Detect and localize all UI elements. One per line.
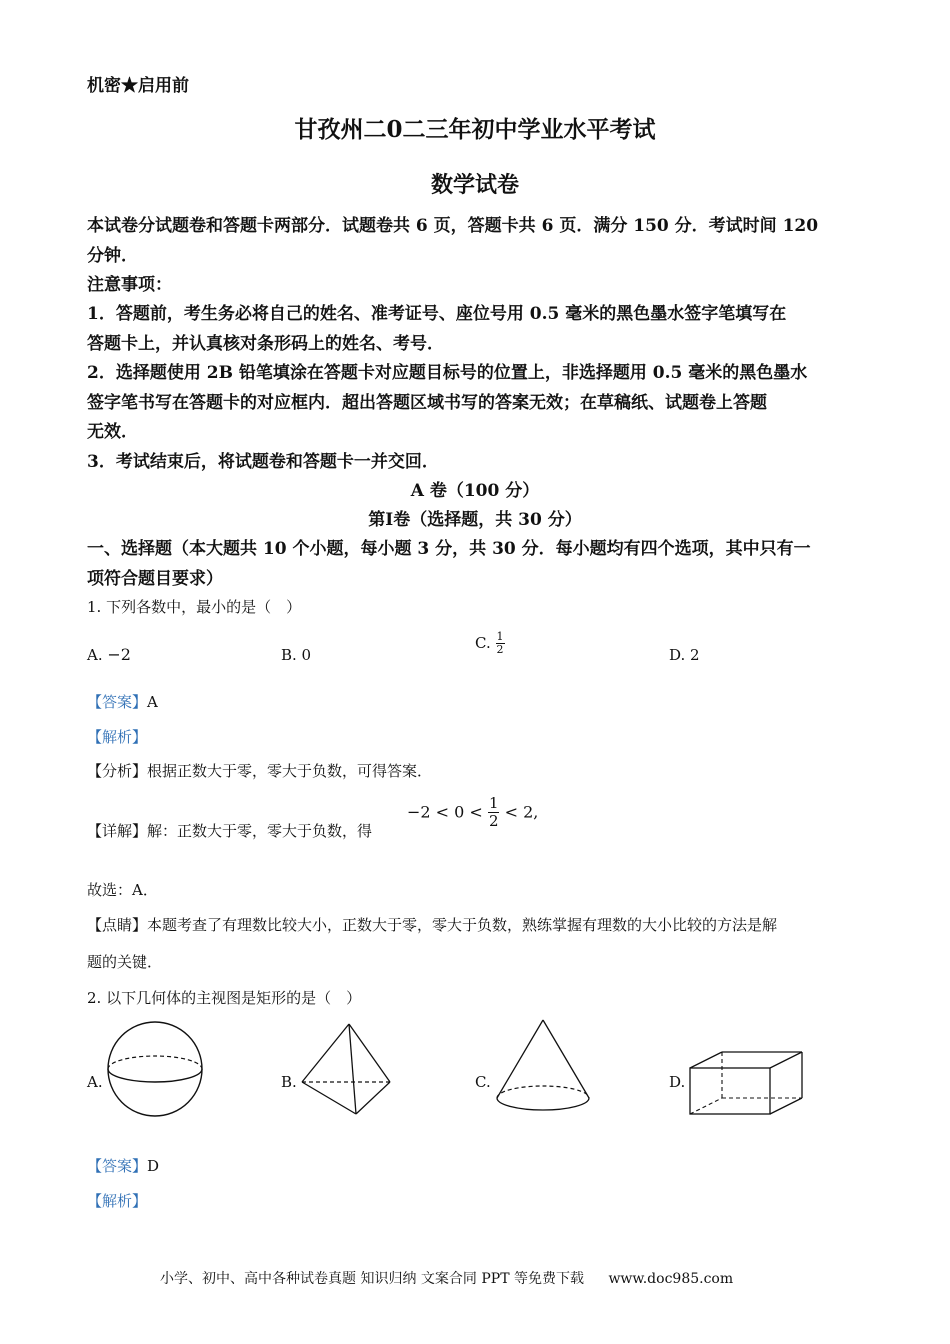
- q1-dianjing-line2: 题的关键．: [87, 953, 163, 971]
- footer: [160, 1269, 733, 1289]
- section-1-line2: 项符合题目要求）: [87, 569, 223, 589]
- notice-item2-line3: 无效．: [87, 422, 138, 442]
- secret-label: 机密★启用前: [87, 76, 189, 96]
- intro-line1: 本试卷分试题卷和答题卡两部分．试题卷共 6 页，答题卡共 6 页．满分 150 分．考试时间 120: [87, 216, 819, 236]
- volume-a-heading: A 卷（100 分）: [410, 481, 540, 501]
- q2-analysis-tag: 【解析】: [87, 1192, 148, 1210]
- q1-option-a: [87, 643, 131, 667]
- q2-stem: 2. 以下几何体的主视图是矩形的是（ ）: [87, 989, 362, 1007]
- q2-answer: [87, 1154, 159, 1178]
- cuboid-icon: [688, 1050, 806, 1118]
- footer-text: 小学、初中、高中各种试卷真题 知识归纳 文案合同 PPT 等免费下载: [160, 1271, 584, 1287]
- q1-expr-fraction: [488, 795, 500, 830]
- q1-option-b: B. 0: [281, 646, 312, 664]
- q1-expr-num: 1: [488, 794, 499, 812]
- notice-item2-line1: 2．选择题使用 2B 铅笔填涂在答题卡对应题目标号的位置上，非选择题用 0.5 毫米的黑色墨水: [87, 363, 808, 383]
- q2-option-d: D.: [669, 1073, 686, 1091]
- cone-icon: [495, 1018, 591, 1116]
- q1-xiangjie: 【详解】解：正数大于零，零大于负数，得: [87, 822, 373, 840]
- q1-expr-right: < 2,: [504, 802, 539, 822]
- exam-subtitle: 数学试卷: [430, 172, 519, 198]
- q1-fenxi: 【分析】根据正数大于零，零大于负数，可得答案．: [87, 762, 433, 780]
- exam-title: 甘孜州二0二三年初中学业水平考试: [294, 116, 656, 143]
- q1-analysis-tag: 【解析】: [87, 728, 148, 746]
- intro-line2: 分钟．: [87, 246, 138, 266]
- q1-option-c-den: 2: [496, 642, 504, 656]
- q1-dianjing-line1: 【点睛】本题考查了有理数比较大小，正数大于零，零大于负数，熟练掌握有理数的大小比较的方法是解: [87, 916, 778, 934]
- q1-option-c-label: C.: [475, 634, 491, 652]
- q2-answer-tag: 【答案】: [87, 1157, 148, 1175]
- q1-expr-left: −2 < 0 <: [407, 802, 483, 822]
- q1-stem: 1. 下列各数中，最小的是（ ）: [87, 598, 302, 616]
- section-1-line1: 一、选择题（本大题共 10 个小题，每小题 3 分，共 30 分．每小题均有四个选项，其中只有一: [87, 539, 811, 559]
- footer-url[interactable]: www.doc985.com: [608, 1271, 734, 1287]
- q1-answer: [87, 690, 158, 714]
- q1-option-c: [475, 630, 505, 656]
- q1-option-a-label: A.: [87, 646, 103, 664]
- notice-item1-line1: 1．答题前，考生务必将自己的姓名、准考证号、座位号用 0.5 毫米的黑色墨水签字笔填写在: [87, 304, 787, 324]
- q1-answer-tag: 【答案】: [87, 693, 148, 711]
- q1-option-c-num: 1: [496, 629, 504, 643]
- q1-option-c-fraction: [496, 631, 505, 656]
- q2-answer-value: D: [147, 1157, 160, 1175]
- q1-option-a-value: −2: [107, 645, 131, 664]
- q1-guxuan: 故选：A．: [87, 881, 158, 899]
- notice-item1-line2: 答题卡上，并认真核对条形码上的姓名、考号．: [87, 334, 444, 354]
- notice-title: 注意事项：: [87, 275, 172, 295]
- part-1-heading: 第Ⅰ卷（选择题，共 30 分）: [368, 510, 582, 530]
- q1-option-d: D. 2: [669, 646, 700, 664]
- q1-xiangjie-expression: [407, 795, 538, 830]
- sphere-icon: [106, 1020, 204, 1118]
- q2-option-c: C.: [475, 1073, 491, 1091]
- q1-answer-value: A: [147, 693, 158, 711]
- notice-item3: 3．考试结束后，将试题卷和答题卡一并交回．: [87, 452, 439, 472]
- tetrahedron-icon: [300, 1022, 395, 1117]
- q2-option-a: A.: [87, 1073, 103, 1091]
- q1-expr-den: 2: [488, 812, 499, 830]
- q2-option-b: B.: [281, 1073, 297, 1091]
- notice-item2-line2: 签字笔书写在答题卡的对应框内．超出答题区域书写的答案无效；在草稿纸、试题卷上答题: [87, 393, 767, 413]
